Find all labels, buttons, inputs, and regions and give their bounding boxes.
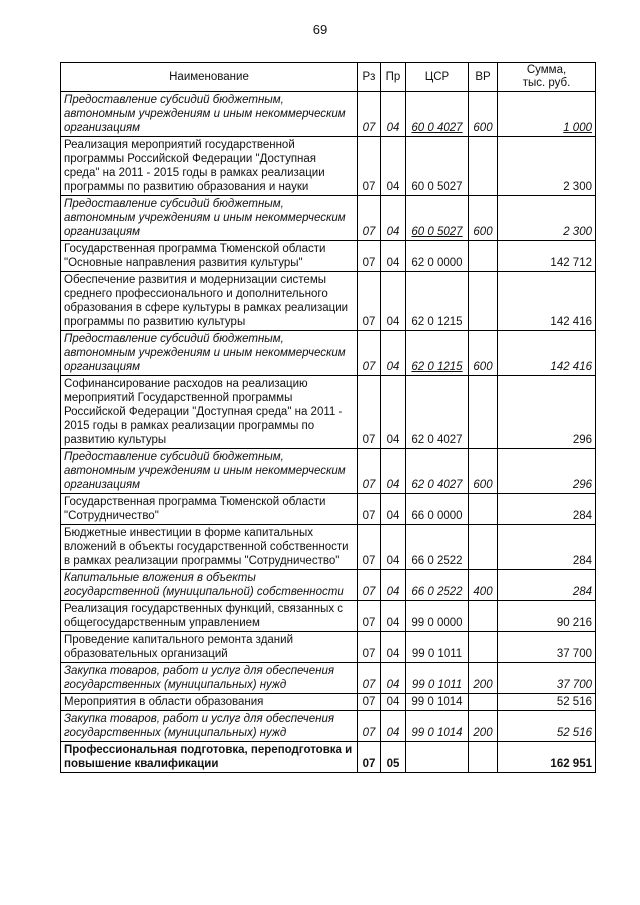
row-name: Профессиональная подготовка, переподготовка и повышение квалификации <box>61 742 358 773</box>
table-row <box>61 742 596 773</box>
row-csr: 99 0 1011 <box>406 632 469 663</box>
row-rz: 07 <box>358 601 381 632</box>
row-vr: 600 <box>469 196 498 241</box>
row-pr: 05 <box>381 742 406 773</box>
row-csr: 60 0 5027 <box>406 196 469 241</box>
row-pr: 04 <box>381 196 406 241</box>
row-pr: 04 <box>381 494 406 525</box>
row-pr: 04 <box>381 525 406 570</box>
page-number: 69 <box>312 22 328 37</box>
table-row <box>61 196 596 241</box>
row-sum: 296 <box>498 449 596 494</box>
row-vr <box>469 137 498 196</box>
row-name: Закупка товаров, работ и услуг для обеспечения государственных (муниципальных) нужд <box>61 663 358 694</box>
header-rz: Рз <box>358 63 381 92</box>
row-name: Бюджетные инвестиции в форме капитальных вложений в объекты государственной собственности в рамках реализации программы "Сотрудничество" <box>61 525 358 570</box>
table-row <box>61 601 596 632</box>
row-csr: 62 0 4027 <box>406 449 469 494</box>
table-row <box>61 570 596 601</box>
row-rz: 07 <box>358 494 381 525</box>
table-row <box>61 449 596 494</box>
row-rz: 07 <box>358 376 381 449</box>
row-csr: 99 0 1014 <box>406 711 469 742</box>
row-pr: 04 <box>381 632 406 663</box>
row-sum: 296 <box>498 376 596 449</box>
row-name: Обеспечение развития и модернизации системы среднего профессионального и дополнительного образования в сфере культуры в рамках реализации программы по развитию культуры <box>61 272 358 331</box>
row-vr <box>469 376 498 449</box>
row-sum: 162 951 <box>498 742 596 773</box>
row-csr: 60 0 5027 <box>406 137 469 196</box>
table-row <box>61 663 596 694</box>
row-vr <box>469 632 498 663</box>
row-sum: 90 216 <box>498 601 596 632</box>
header-pr: Пр <box>381 63 406 92</box>
table-row <box>61 711 596 742</box>
budget-table <box>60 62 596 773</box>
table-row <box>61 241 596 272</box>
row-vr: 400 <box>469 570 498 601</box>
row-pr: 04 <box>381 711 406 742</box>
table-row <box>61 694 596 711</box>
row-rz: 07 <box>358 663 381 694</box>
row-sum: 142 712 <box>498 241 596 272</box>
row-rz: 07 <box>358 331 381 376</box>
header-csr: ЦСР <box>406 63 469 92</box>
row-csr: 99 0 0000 <box>406 601 469 632</box>
row-sum: 52 516 <box>498 711 596 742</box>
row-sum: 284 <box>498 525 596 570</box>
row-name: Проведение капитального ремонта зданий образовательных организаций <box>61 632 358 663</box>
row-pr: 04 <box>381 137 406 196</box>
row-rz: 07 <box>358 196 381 241</box>
row-csr: 66 0 2522 <box>406 525 469 570</box>
row-sum: 52 516 <box>498 694 596 711</box>
row-csr: 60 0 4027 <box>406 92 469 137</box>
row-name: Предоставление субсидий бюджетным, автономным учреждениям и иным некоммерческим организациям <box>61 92 358 137</box>
row-vr: 200 <box>469 711 498 742</box>
row-name: Предоставление субсидий бюджетным, автономным учреждениям и иным некоммерческим организациям <box>61 449 358 494</box>
row-pr: 04 <box>381 570 406 601</box>
row-sum: 37 700 <box>498 632 596 663</box>
table-row <box>61 272 596 331</box>
row-pr: 04 <box>381 663 406 694</box>
table-row <box>61 137 596 196</box>
table-header-row <box>61 63 596 92</box>
row-sum: 142 416 <box>498 272 596 331</box>
row-vr: 200 <box>469 663 498 694</box>
row-name: Мероприятия в области образования <box>61 694 358 711</box>
row-csr: 62 0 4027 <box>406 376 469 449</box>
row-name: Предоставление субсидий бюджетным, автономным учреждениям и иным некоммерческим организациям <box>61 331 358 376</box>
row-rz: 07 <box>358 272 381 331</box>
row-rz: 07 <box>358 241 381 272</box>
row-csr: 99 0 1011 <box>406 663 469 694</box>
row-pr: 04 <box>381 449 406 494</box>
row-name: Софинансирование расходов на реализацию мероприятий Государственной программы Российской Федерации "Доступная среда" на 2011 - 2015 годы в рамках реализации программы по развитию культуры <box>61 376 358 449</box>
row-vr: 600 <box>469 331 498 376</box>
row-sum: 2 300 <box>498 196 596 241</box>
table-row <box>61 494 596 525</box>
row-sum: 2 300 <box>498 137 596 196</box>
row-vr <box>469 494 498 525</box>
row-sum: 37 700 <box>498 663 596 694</box>
row-rz: 07 <box>358 525 381 570</box>
row-rz: 07 <box>358 92 381 137</box>
row-name: Капитальные вложения в объекты государственной (муниципальной) собственности <box>61 570 358 601</box>
row-name: Закупка товаров, работ и услуг для обеспечения государственных (муниципальных) нужд <box>61 711 358 742</box>
table-row <box>61 376 596 449</box>
row-rz: 07 <box>358 137 381 196</box>
row-rz: 07 <box>358 570 381 601</box>
header-vr: ВР <box>469 63 498 92</box>
row-pr: 04 <box>381 92 406 137</box>
row-vr: 600 <box>469 449 498 494</box>
row-sum: 284 <box>498 570 596 601</box>
row-pr: 04 <box>381 272 406 331</box>
row-vr <box>469 742 498 773</box>
row-vr <box>469 525 498 570</box>
row-pr: 04 <box>381 241 406 272</box>
row-pr: 04 <box>381 694 406 711</box>
row-csr <box>406 742 469 773</box>
row-csr: 66 0 0000 <box>406 494 469 525</box>
header-sum: Сумма, тыс. руб. <box>498 63 596 92</box>
row-csr: 62 0 1215 <box>406 331 469 376</box>
row-rz: 07 <box>358 694 381 711</box>
row-rz: 07 <box>358 632 381 663</box>
row-name: Государственная программа Тюменской области "Основные направления развития культуры" <box>61 241 358 272</box>
row-name: Реализация мероприятий государственной программы Российской Федерации "Доступная среда" на 2011 - 2015 годы в рамках реализации программы по развитию образования и науки <box>61 137 358 196</box>
row-csr: 62 0 1215 <box>406 272 469 331</box>
table-row <box>61 632 596 663</box>
table-row <box>61 92 596 137</box>
row-csr: 99 0 1014 <box>406 694 469 711</box>
row-sum: 1 000 <box>498 92 596 137</box>
row-rz: 07 <box>358 742 381 773</box>
row-csr: 62 0 0000 <box>406 241 469 272</box>
row-pr: 04 <box>381 601 406 632</box>
row-sum: 142 416 <box>498 331 596 376</box>
row-name: Государственная программа Тюменской области "Сотрудничество" <box>61 494 358 525</box>
row-vr <box>469 241 498 272</box>
table-row <box>61 525 596 570</box>
row-name: Реализация государственных функций, связанных с общегосударственным управлением <box>61 601 358 632</box>
row-vr: 600 <box>469 92 498 137</box>
table-row <box>61 331 596 376</box>
row-pr: 04 <box>381 376 406 449</box>
row-name: Предоставление субсидий бюджетным, автономным учреждениям и иным некоммерческим организациям <box>61 196 358 241</box>
row-rz: 07 <box>358 449 381 494</box>
row-vr <box>469 694 498 711</box>
row-vr <box>469 601 498 632</box>
row-csr: 66 0 2522 <box>406 570 469 601</box>
row-pr: 04 <box>381 331 406 376</box>
header-name: Наименование <box>61 63 358 92</box>
row-vr <box>469 272 498 331</box>
row-rz: 07 <box>358 711 381 742</box>
row-sum: 284 <box>498 494 596 525</box>
